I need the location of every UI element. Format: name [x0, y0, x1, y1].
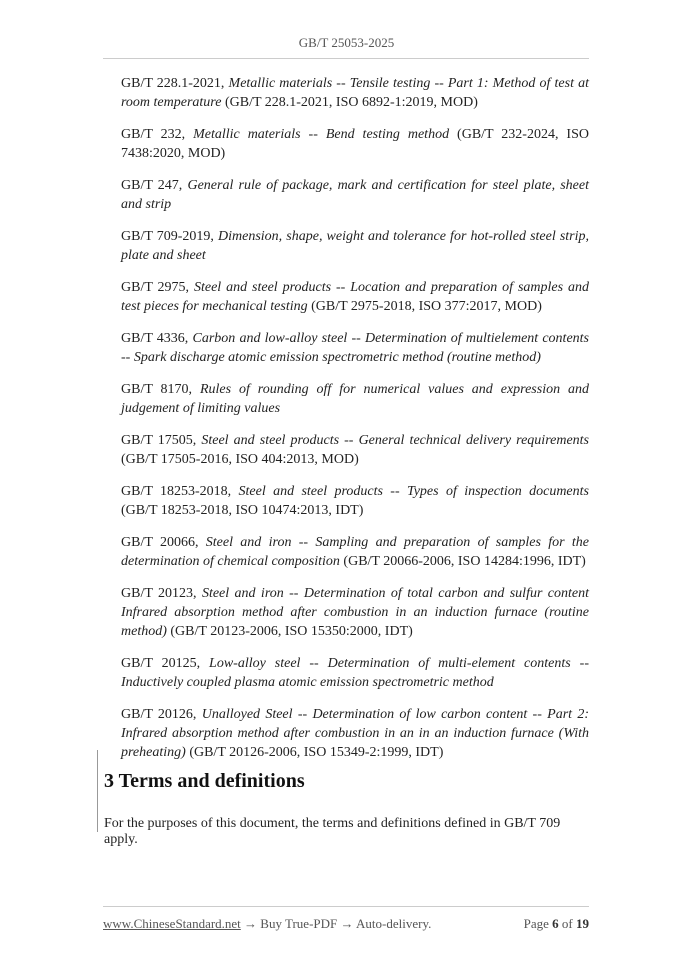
- reference-item: [121, 533, 589, 571]
- reference-title: Steel and iron -- Sampling and preparation of samples for the determination of chemical composition: [121, 535, 589, 569]
- reference-equivalence: (GB/T 20126-2006, ISO 15349-2:1999, IDT): [185, 745, 444, 760]
- reference-equivalence: (GB/T 17505-2016, ISO 404:2013, MOD): [121, 452, 359, 467]
- reference-code: GB/T 20066,: [121, 535, 206, 550]
- reference-title: Unalloyed Steel -- Determination of low carbon content -- Part 2: Infrared absorption method after combustion in an in an induction furnace (With preheating): [121, 707, 589, 760]
- normative-references-list: [121, 74, 589, 775]
- footer-promo: [103, 916, 431, 932]
- reference-equivalence: (GB/T 20066-2006, ISO 14284:1996, IDT): [339, 554, 586, 569]
- reference-item: [121, 482, 589, 520]
- reference-item: [121, 380, 589, 418]
- header-divider: [103, 58, 589, 59]
- reference-title: Carbon and low-alloy steel -- Determination of multielement contents -- Spark discharge atomic emission spectrometric method (routine method): [121, 331, 589, 365]
- reference-title: Steel and steel products -- Types of inspection documents: [238, 484, 589, 499]
- reference-equivalence: (GB/T 18253-2018, ISO 10474:2013, IDT): [121, 503, 364, 518]
- reference-title: Low-alloy steel -- Determination of multi-element contents -- Inductively coupled plasma atomic emission spectrometric method: [121, 656, 589, 690]
- reference-item: [121, 329, 589, 367]
- reference-item: [121, 654, 589, 692]
- section-heading: 3 Terms and definitions: [104, 770, 305, 792]
- reference-title: Dimension, shape, weight and tolerance for hot-rolled steel strip, plate and sheet: [121, 229, 589, 263]
- reference-title: Steel and steel products -- Location and preparation of samples and test pieces for mechanical testing: [121, 280, 589, 314]
- change-bar: [97, 750, 98, 832]
- reference-equivalence: (GB/T 20123-2006, ISO 15350:2000, IDT): [166, 624, 413, 639]
- document-header: GB/T 25053-2025: [298, 35, 395, 50]
- reference-code: GB/T 2975,: [121, 280, 194, 295]
- reference-code: GB/T 4336,: [121, 331, 193, 346]
- reference-code: GB/T 20126,: [121, 707, 202, 722]
- reference-title: Metallic materials -- Bend testing method: [193, 127, 450, 142]
- page-of: of: [558, 916, 576, 931]
- reference-code: GB/T 20125,: [121, 656, 210, 671]
- page-number: [524, 916, 589, 932]
- current-page: 6: [552, 916, 559, 931]
- reference-item: [121, 584, 589, 641]
- reference-title: Steel and steel products -- General technical delivery requirements: [201, 433, 589, 448]
- reference-code: GB/T 18253-2018,: [121, 484, 239, 499]
- reference-code: GB/T 709-2019,: [121, 229, 219, 244]
- website-link[interactable]: www.ChineseStandard.net: [103, 916, 241, 931]
- reference-item: [121, 278, 589, 316]
- footer-promo-text: → Buy True-PDF → Auto-delivery.: [240, 916, 432, 931]
- reference-title: Metallic materials -- Tensile testing -- Part 1: Method of test at room temperature: [121, 76, 589, 110]
- reference-item: [121, 705, 589, 762]
- total-pages: 19: [576, 916, 589, 931]
- reference-title: General rule of package, mark and certification for steel plate, sheet and strip: [121, 178, 589, 212]
- reference-item: [121, 125, 589, 163]
- footer: [103, 916, 589, 932]
- reference-code: GB/T 8170,: [121, 382, 200, 397]
- reference-title: Rules of rounding off for numerical values and expression and judgement of limiting values: [121, 382, 589, 416]
- reference-equivalence: (GB/T 232-2024, ISO 7438:2020, MOD): [121, 127, 589, 161]
- reference-code: GB/T 228.1-2021,: [121, 76, 229, 91]
- reference-code: GB/T 17505,: [121, 433, 202, 448]
- reference-title: Steel and iron -- Determination of total carbon and sulfur content Infrared absorption method after combustion in an induction furnace (routine method): [121, 586, 590, 639]
- page-label: Page: [523, 916, 553, 931]
- reference-item: [121, 176, 589, 214]
- footer-divider: [103, 906, 589, 907]
- reference-item: [121, 431, 589, 469]
- reference-item: [121, 227, 589, 265]
- reference-item: [121, 74, 589, 112]
- reference-equivalence: (GB/T 2975-2018, ISO 377:2017, MOD): [307, 299, 542, 314]
- section-body: For the purposes of this document, the terms and definitions defined in GB/T 709 apply.: [104, 816, 561, 847]
- reference-code: GB/T 232,: [121, 127, 194, 142]
- reference-equivalence: (GB/T 228.1-2021, ISO 6892-1:2019, MOD): [221, 95, 478, 110]
- reference-code: GB/T 20123,: [121, 586, 202, 601]
- reference-code: GB/T 247,: [121, 178, 188, 193]
